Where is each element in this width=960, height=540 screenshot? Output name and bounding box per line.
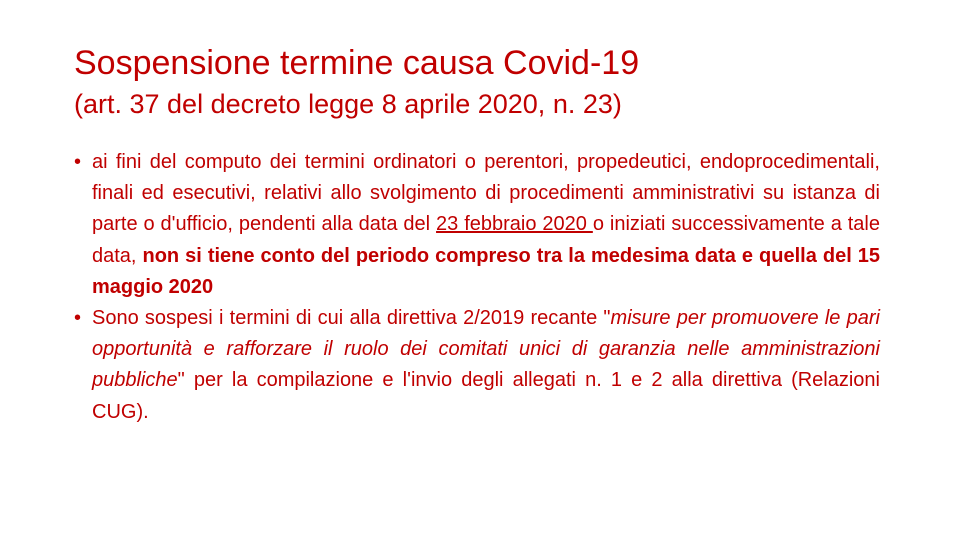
bullet-1-text-middle: o iniziati successivamente a tale data, [92, 213, 881, 267]
bullet-icon: • [74, 307, 82, 330]
bullet-icon: • [74, 151, 82, 173]
title-block [74, 40, 894, 122]
bullet-2-text: Sono sospesi i termini di cui alla direttiva 2/2019 recante " [92, 307, 611, 330]
bullet-item-2 [74, 303, 880, 428]
bullet-2-text-after: " per la compilazione e l'invio degli allegati n. 1 e 2 alla direttiva (Relazioni CUG). [92, 369, 880, 423]
bullet-item-1 [74, 147, 880, 303]
content-body [74, 147, 880, 428]
slide-subtitle: (art. 37 del decreto legge 8 aprile 2020, n. 23) [74, 89, 622, 119]
bullet-1-underlined-date: 23 febbraio 2020 [436, 213, 593, 236]
bullet-2-italic-text: misure per promuovere le pari opportunità e rafforzare il ruolo dei comitati unici di garanzia nelle amministrazioni pubbliche [92, 307, 880, 392]
bullet-1-bold-text: non si tiene conto del periodo compreso tra la medesima data e quella del 15 maggio 2020 [92, 244, 880, 298]
bullet-1-text: ai fini del computo dei termini ordinatori o perentori, propedeutici, endoprocedimentali, finali ed esecutivi, relativi allo svolgimento di procedimenti amministrativi su istanza di parte o d'ufficio, pendenti alla data del [92, 151, 880, 236]
slide-title: Sospensione termine causa Covid-19 [74, 44, 640, 82]
